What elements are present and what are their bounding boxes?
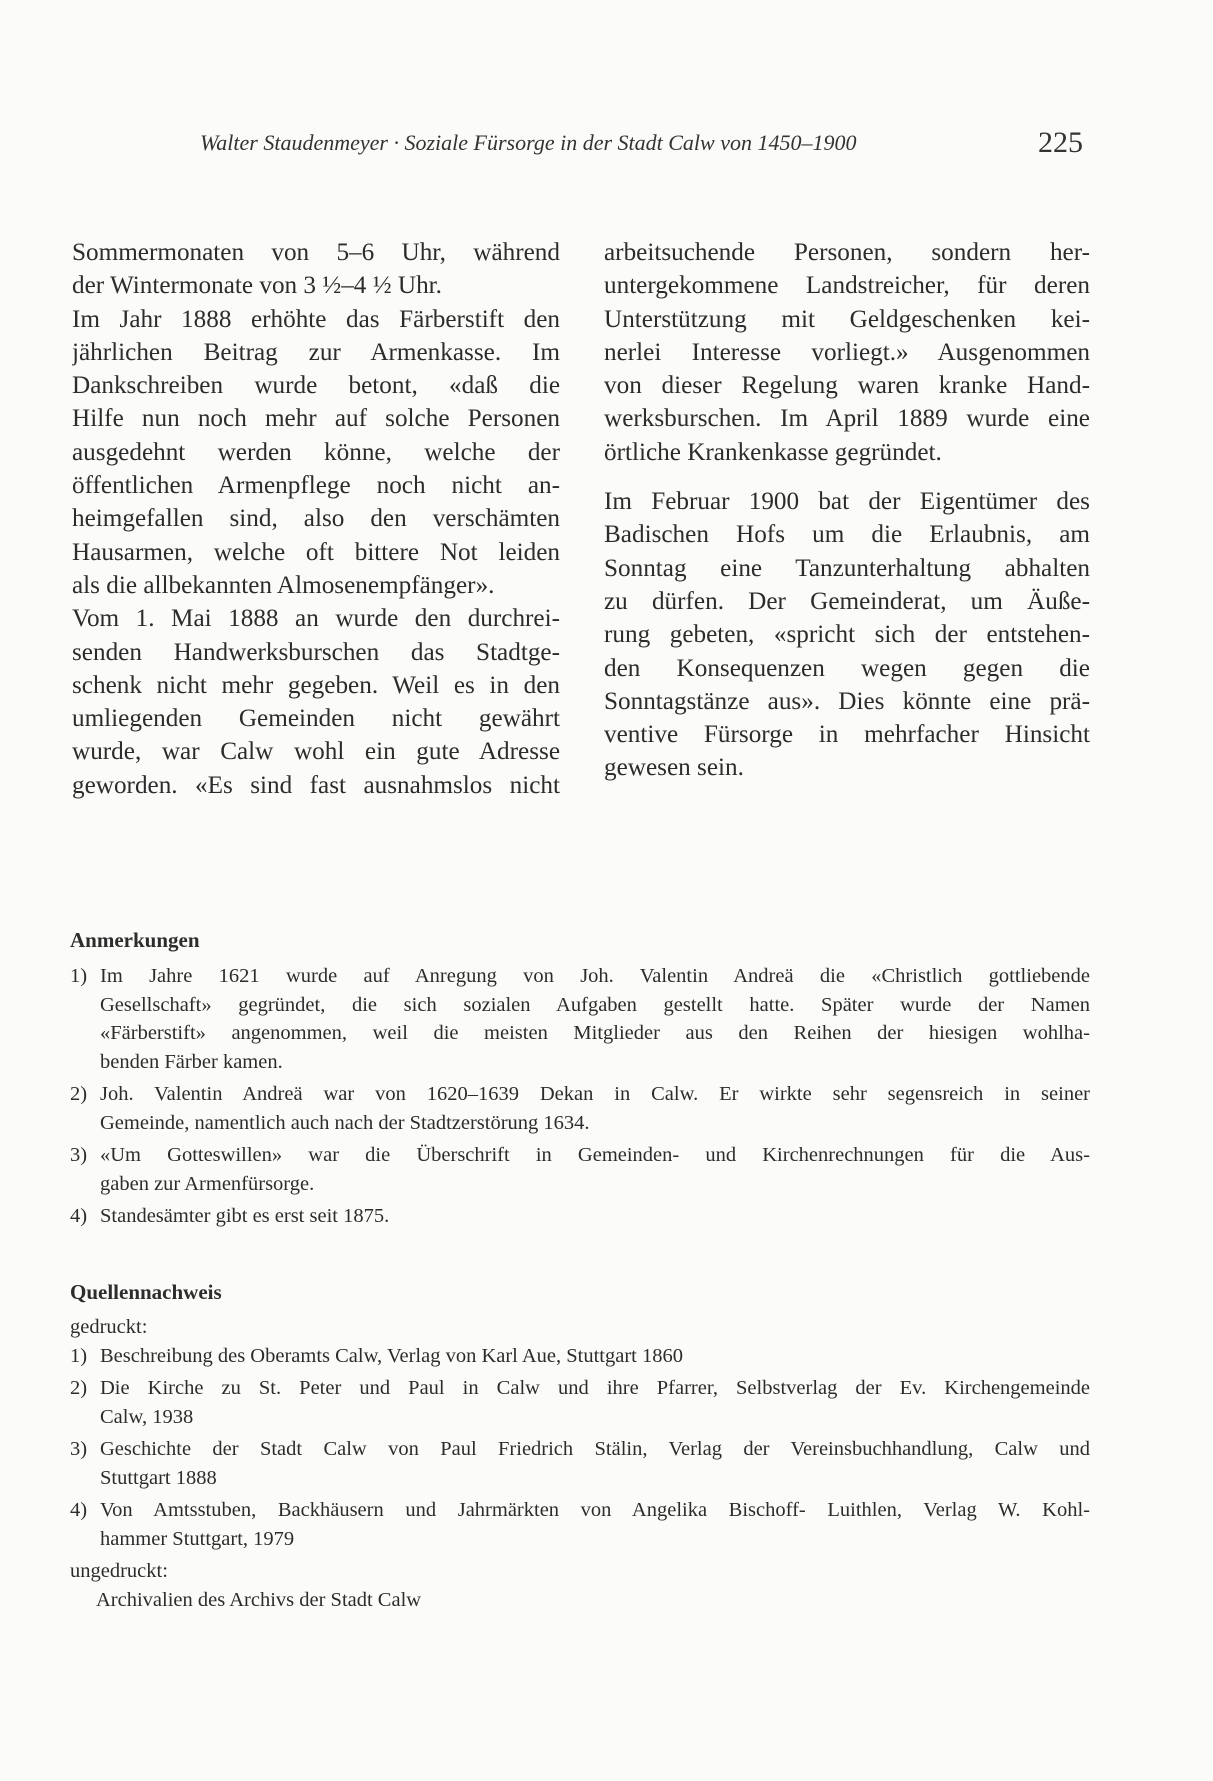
text-line: Sonntagstänze aus». Dies könnte eine prä- <box>604 687 1090 715</box>
text-line: als die allbekannten Almosenempfänger». <box>72 571 495 599</box>
text-line: rung gebeten, «spricht sich der entstehen- <box>604 621 1090 649</box>
left-column <box>72 236 560 802</box>
text-line: örtliche Krankenkasse gegründet. <box>604 438 942 466</box>
text-line: Sonntag eine Tanzunterhaltung abhalten <box>604 554 1090 582</box>
text-line: untergekommene Landstreicher, für deren <box>604 272 1090 300</box>
note-line: Im Jahre 1621 wurde auf Anregung von Joh. Valentin Andreä die «Christlich gottliebende <box>100 965 1090 987</box>
text-line: schenk nicht mehr gegeben. Weil es in den <box>72 671 560 699</box>
text-line: senden Handwerksburschen das Stadtge- <box>72 638 560 666</box>
source-line: Calw, 1938 <box>100 1405 194 1428</box>
text-line: werksburschen. Im April 1889 wurde eine <box>604 405 1090 433</box>
source-line: Stuttgart 1888 <box>100 1466 217 1489</box>
source-number: 4) <box>70 1499 88 1521</box>
note-item <box>70 1141 1090 1198</box>
note-number: 2) <box>70 1083 88 1105</box>
note-line: Standesämter gibt es erst seit 1875. <box>100 1205 390 1227</box>
text-line: ausgedehnt werden könne, welche der <box>72 438 560 466</box>
note-item <box>70 1202 1090 1231</box>
note-line: benden Färber kamen. <box>100 1050 283 1073</box>
source-number: 2) <box>70 1377 88 1399</box>
note-number: 4) <box>70 1205 88 1227</box>
source-number: 1) <box>70 1344 88 1367</box>
source-item <box>70 1374 1090 1431</box>
text-line: geworden. «Es sind fast ausnahmslos nicht <box>72 771 560 799</box>
text-line: umliegenden Gemeinden nicht gewährt <box>72 705 560 733</box>
text-line: der Wintermonate von 3 ½–4 ½ Uhr. <box>72 272 442 300</box>
text-line: nerlei Interesse vorliegt.» Ausgenommen <box>604 338 1090 366</box>
source-item <box>70 1496 1090 1553</box>
sources-list <box>70 1313 1090 1614</box>
source-line: Beschreibung des Oberamts Calw, Verlag von Karl Aue, Stuttgart 1860 <box>100 1344 683 1367</box>
note-item <box>70 1080 1090 1137</box>
source-item <box>70 1342 1090 1371</box>
text-line: Badischen Hofs um die Erlaubnis, am <box>604 521 1090 549</box>
right-column <box>604 236 1090 785</box>
source-item <box>70 1435 1090 1492</box>
anmerkungen-heading: Anmerkungen <box>70 928 200 952</box>
printed-label: gedruckt: <box>70 1316 148 1338</box>
quellennachweis-heading: Quellennachweis <box>70 1280 222 1304</box>
source-line: hammer Stuttgart, 1979 <box>100 1527 295 1550</box>
text-line: von dieser Regelung waren kranke Hand- <box>604 372 1090 400</box>
text-line: wurde, war Calw wohl ein gute Adresse <box>72 738 560 766</box>
note-line: Gesellschaft» gegründet, die sich sozialen Aufgaben gestellt hatte. Später wurde der Namen <box>100 993 1090 1016</box>
note-item <box>70 962 1090 1076</box>
text-line: Hilfe nun noch mehr auf solche Personen <box>72 405 560 433</box>
note-line: «Färberstift» angenommen, weil die meisten Mitglieder aus den Reihen der hiesigen wohlha- <box>100 1022 1090 1044</box>
note-line: gaben zur Armenfürsorge. <box>100 1172 315 1195</box>
unprinted-item: Archivalien des Archivs der Stadt Calw <box>96 1588 422 1611</box>
text-line: den Konsequenzen wegen gegen die <box>604 654 1090 682</box>
text-line: Im Februar 1900 bat der Eigentümer des <box>604 488 1090 516</box>
text-line: jährlichen Beitrag zur Armenkasse. Im <box>72 338 560 366</box>
note-line: Gemeinde, namentlich auch nach der Stadtzerstörung 1634. <box>100 1111 590 1134</box>
note-line: «Um Gotteswillen» war die Überschrift in Gemeinden- und Kirchenrechnungen für die Aus- <box>100 1144 1090 1166</box>
note-number: 3) <box>70 1144 88 1166</box>
text-line: arbeitsuchende Personen, sondern her- <box>604 239 1090 266</box>
text-line: Unterstützung mit Geldgeschenken kei- <box>604 305 1090 333</box>
page-number: 225 <box>1038 126 1083 159</box>
source-line: Geschichte der Stadt Calw von Paul Friedrich Stälin, Verlag der Vereinsbuchhandlung, Calw und <box>100 1438 1090 1460</box>
source-line: Die Kirche zu St. Peter und Paul in Calw und ihre Pfarrer, Selbstverlag der Ev. Kirchengemeinde <box>100 1377 1090 1399</box>
source-line: Von Amtsstuben, Backhäusern und Jahrmärkten von Angelika Bischoff- Luithlen, Verlag W. Kohl- <box>100 1499 1090 1521</box>
notes-list <box>70 962 1090 1235</box>
text-line: Sommermonaten von 5–6 Uhr, während <box>72 239 560 266</box>
running-header: Walter Staudenmeyer · Soziale Fürsorge in der Stadt Calw von 1450–1900 <box>200 130 857 155</box>
text-line: zu dürfen. Der Gemeinderat, um Äuße- <box>604 587 1090 615</box>
unprinted-label: ungedruckt: <box>70 1560 168 1582</box>
text-line: öffentlichen Armenpflege noch nicht an- <box>72 472 560 500</box>
text-line: Vom 1. Mai 1888 an wurde den durchrei- <box>72 605 560 633</box>
note-line: Joh. Valentin Andreä war von 1620–1639 Dekan in Calw. Er wirkte sehr segensreich in seiner <box>100 1083 1090 1105</box>
note-number: 1) <box>70 965 88 987</box>
text-line: gewesen sein. <box>604 754 744 782</box>
text-line: heimgefallen sind, also den verschämten <box>72 505 560 533</box>
source-number: 3) <box>70 1438 88 1460</box>
text-line: Dankschreiben wurde betont, «daß die <box>72 372 560 400</box>
text-line: Hausarmen, welche oft bittere Not leiden <box>72 538 560 566</box>
text-line: Im Jahr 1888 erhöhte das Färberstift den <box>72 305 560 333</box>
text-line: ventive Fürsorge in mehrfacher Hinsicht <box>604 721 1090 749</box>
